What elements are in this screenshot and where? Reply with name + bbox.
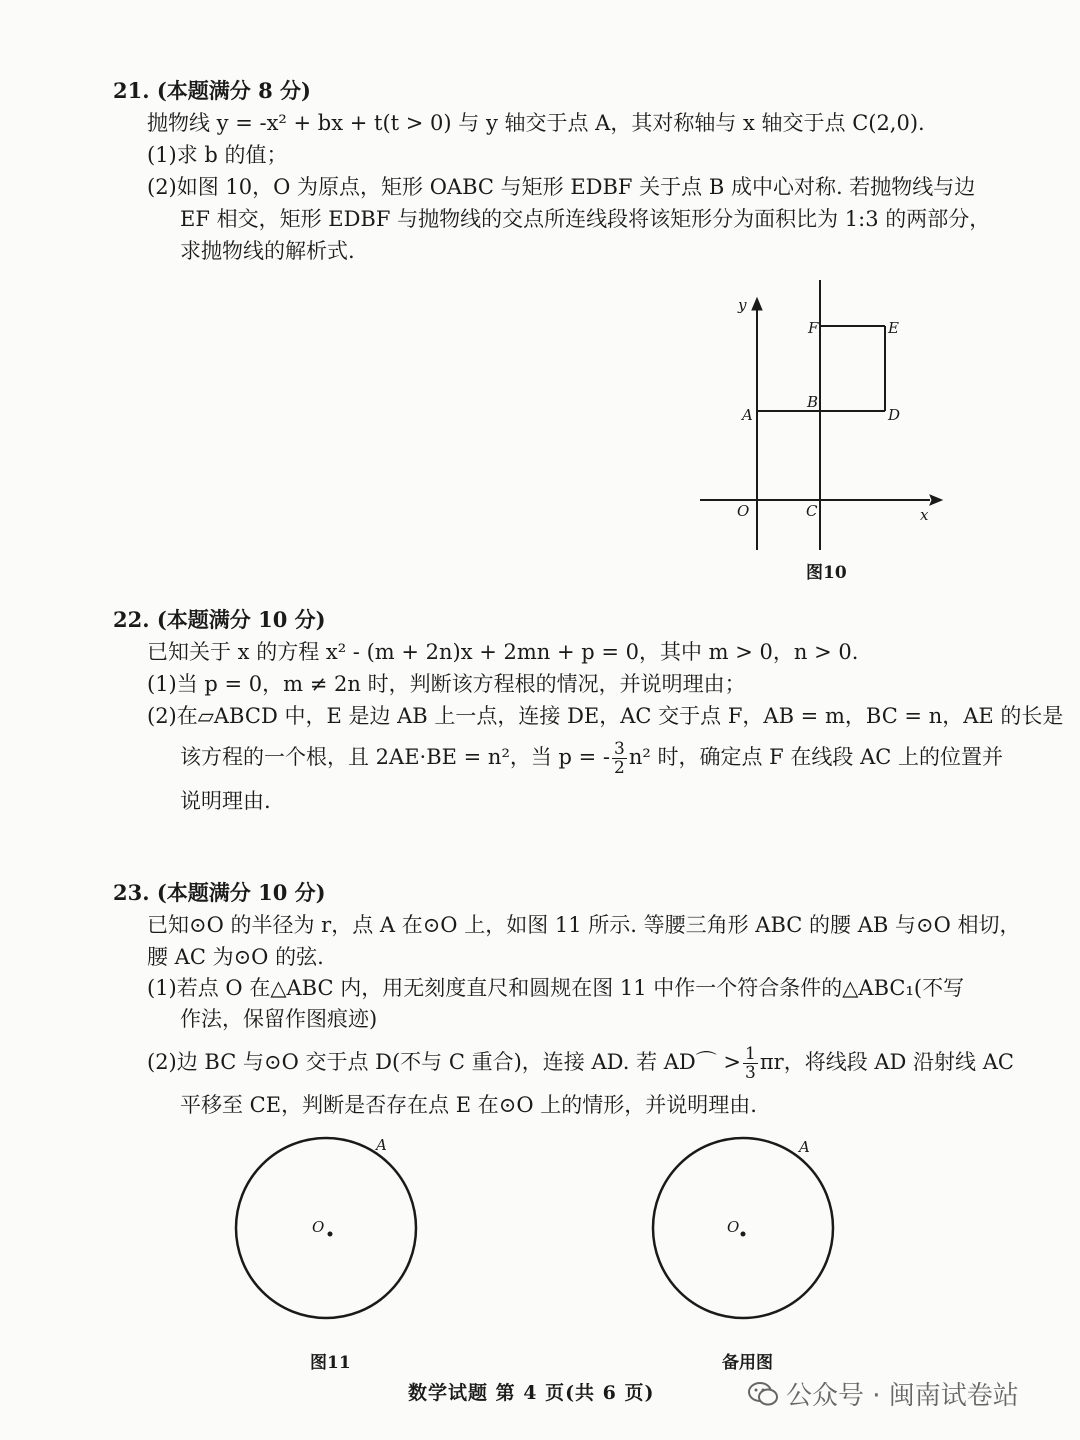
q23-part1a: (1)若点 O 在△ABC 内，用无刻度直尺和圆规在图 11 中作一个符合条件的△ABC₁(不写 xyxy=(147,976,965,1000)
q21-part1: (1)求 b 的值； xyxy=(147,143,288,167)
q22-part2b-pre: 该方程的一个根，且 2AE·BE = n²，当 p = - xyxy=(180,745,611,769)
center-dot-backup xyxy=(741,1232,746,1237)
label-C: C xyxy=(806,502,818,520)
q22-part2c: 说明理由. xyxy=(180,789,271,813)
label-D: D xyxy=(888,406,901,424)
q23-frac-den: 3 xyxy=(745,1063,756,1083)
label-x: x xyxy=(920,506,929,524)
backup-figure xyxy=(645,1140,845,1340)
figure-11 xyxy=(230,1136,430,1340)
q22-part1: (1)当 p = 0，m ≠ 2n 时，判断该方程根的情况，并说明理由； xyxy=(147,672,746,696)
label-A-fig11: A xyxy=(376,1136,387,1154)
label-A: A xyxy=(742,406,753,424)
q22-line1: 已知关于 x 的方程 x² - (m + 2n)x + 2mn + p = 0，其中 m > 0，n > 0. xyxy=(147,640,859,664)
q22-part2b-post: n² 时，确定点 F 在线段 AC 上的位置并 xyxy=(628,745,1003,769)
figure-10 xyxy=(690,280,950,560)
page-footer: 数学试题 第 4 页(共 6 页) xyxy=(408,1382,655,1404)
q23-line2: 腰 AC 为⊙O 的弦. xyxy=(147,945,324,969)
wechat-icon xyxy=(748,1381,778,1407)
label-y: y xyxy=(738,296,747,314)
circle-O-backup xyxy=(653,1138,833,1318)
q23-part2a-post: πr，将线段 AD 沿射线 AC xyxy=(759,1050,1014,1074)
label-A-backup: A xyxy=(799,1138,810,1156)
watermark-text: 公众号 · 闽南试卷站 xyxy=(786,1381,1019,1411)
q23-part1b: 作法，保留作图痕迹) xyxy=(180,1007,378,1031)
figure-10-caption: 图10 xyxy=(806,563,847,583)
q22-header: 22. (本题满分 10 分) xyxy=(113,607,326,632)
q22-frac-num: 3 xyxy=(614,739,625,759)
q23-frac-num: 1 xyxy=(745,1044,756,1064)
q23-header: 23. (本题满分 10 分) xyxy=(113,880,326,905)
watermark xyxy=(748,1375,1019,1412)
y-axis-arrow xyxy=(752,298,762,310)
label-O-backup: O xyxy=(727,1218,740,1236)
center-dot-fig11 xyxy=(328,1232,333,1237)
backup-figure-caption: 备用图 xyxy=(722,1353,773,1373)
circle-O-fig11 xyxy=(236,1138,416,1318)
q22-frac-den: 2 xyxy=(614,758,625,778)
q21-part2b: EF 相交，矩形 EDBF 与抛物线的交点所连线段将该矩形分为面积比为 1:3 的两部分， xyxy=(180,207,991,231)
label-B: B xyxy=(807,393,819,411)
q22-part2b xyxy=(180,740,1003,777)
label-O: O xyxy=(737,502,750,520)
q23-part2b: 平移至 CE，判断是否存在点 E 在⊙O 上的情形，并说明理由. xyxy=(180,1093,757,1117)
label-E: E xyxy=(888,319,899,337)
figure-11-caption: 图11 xyxy=(310,1353,351,1373)
q23-part2a-pre: (2)边 BC 与⊙O 交于点 D(不与 C 重合)，连接 AD. 若 AD⌒ > xyxy=(147,1050,742,1074)
q21-header: 21. (本题满分 8 分) xyxy=(113,78,311,103)
q22-part2a: (2)在▱ABCD 中，E 是边 AB 上一点，连接 DE，AC 交于点 F，AB = m，BC = n，AE 的长是 xyxy=(147,704,1064,728)
q21-part2a: (2)如图 10，O 为原点，矩形 OABC 与矩形 EDBF 关于点 B 成中心对称. 若抛物线与边 xyxy=(147,175,976,199)
q21-part2c: 求抛物线的解析式. xyxy=(180,239,355,263)
q23-line1: 已知⊙O 的半径为 r，点 A 在⊙O 上，如图 11 所示. 等腰三角形 ABC 的腰 AB 与⊙O 相切， xyxy=(147,913,1021,937)
x-axis-arrow xyxy=(930,495,942,505)
q23-fraction xyxy=(743,1045,758,1082)
q23-part2a xyxy=(147,1045,1014,1082)
label-F: F xyxy=(808,319,819,337)
q21-line1: 抛物线 y = -x² + bx + t(t > 0) 与 y 轴交于点 A，其对称轴与 x 轴交于点 C(2,0). xyxy=(147,111,925,135)
label-O-fig11: O xyxy=(312,1218,325,1236)
q22-fraction xyxy=(612,740,627,777)
